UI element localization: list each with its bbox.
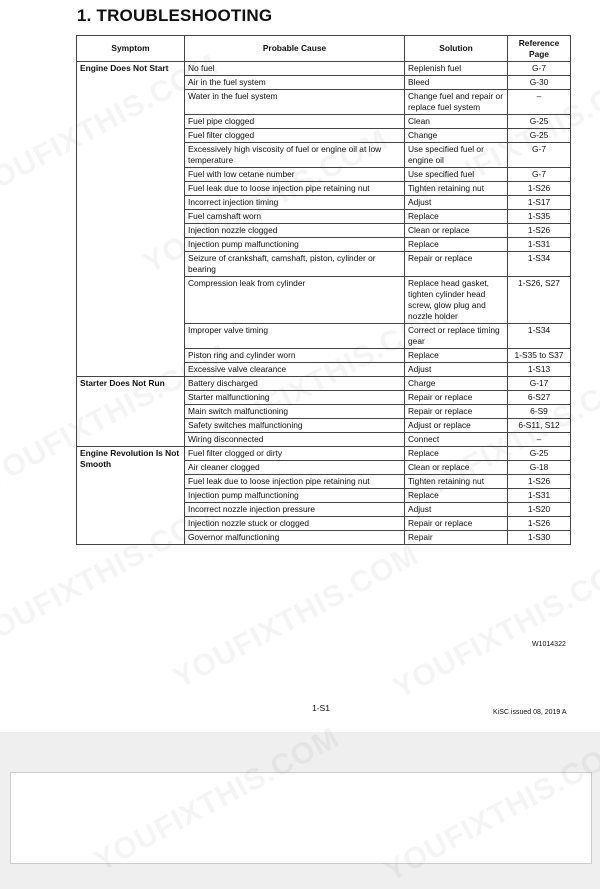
solution-cell: Replace <box>405 238 508 252</box>
solution-cell: Charge <box>405 377 508 391</box>
reference-cell: 1-S30 <box>508 531 571 545</box>
solution-cell: Bleed <box>405 76 508 90</box>
solution-cell: Repair or replace <box>405 517 508 531</box>
reference-cell: 1-S26 <box>508 517 571 531</box>
reference-cell: 1-S34 <box>508 324 571 349</box>
table-header-row <box>77 36 571 62</box>
cause-cell: Air in the fuel system <box>185 76 405 90</box>
issue-note: KiSC issued 08, 2019 A <box>493 709 567 716</box>
solution-cell: Use specified fuel <box>405 168 508 182</box>
reference-cell: 1-S20 <box>508 503 571 517</box>
table-body <box>77 62 571 545</box>
page-number: 1-S1 <box>312 703 330 713</box>
symptom-cell: Starter Does Not Run <box>77 377 185 447</box>
cause-cell: Fuel pipe clogged <box>185 115 405 129</box>
cause-cell: Fuel leak due to loose injection pipe retaining nut <box>185 182 405 196</box>
reference-cell: 1-S34 <box>508 252 571 277</box>
watermark-text <box>89 721 345 879</box>
reference-cell: 1-S35 <box>508 210 571 224</box>
reference-cell: 1-S26 <box>508 475 571 489</box>
cause-cell: Excessively high viscosity of fuel or engine oil at low temperature <box>185 143 405 168</box>
reference-cell: G-30 <box>508 76 571 90</box>
cause-cell: Injection pump malfunctioning <box>185 489 405 503</box>
reference-cell: 1-S31 <box>508 489 571 503</box>
cause-cell: Incorrect nozzle injection pressure <box>185 503 405 517</box>
reference-cell: 6-S27 <box>508 391 571 405</box>
solution-cell: Correct or replace timing gear <box>405 324 508 349</box>
next-page-edge <box>10 772 592 864</box>
symptom-cell: Engine Revolution Is Not Smooth <box>77 447 185 545</box>
solution-cell: Clean or replace <box>405 461 508 475</box>
solution-cell: Change <box>405 129 508 143</box>
reference-cell: 1-S26 <box>508 182 571 196</box>
cause-cell: Fuel with low cetane number <box>185 168 405 182</box>
page-title: 1. TROUBLESHOOTING <box>77 6 273 25</box>
cause-cell: Excessive valve clearance <box>185 363 405 377</box>
cause-cell: Battery discharged <box>185 377 405 391</box>
reference-cell: 1-S35 to S37 <box>508 349 571 363</box>
reference-cell: G-17 <box>508 377 571 391</box>
solution-cell: Adjust <box>405 363 508 377</box>
cause-cell: Incorrect injection timing <box>185 196 405 210</box>
cause-cell: Fuel leak due to loose injection pipe retaining nut <box>185 475 405 489</box>
header-solution: Solution <box>405 36 508 62</box>
cause-cell: Main switch malfunctioning <box>185 405 405 419</box>
solution-cell: Adjust or replace <box>405 419 508 433</box>
solution-cell: Repair or replace <box>405 252 508 277</box>
cause-cell: Water in the fuel system <box>185 90 405 115</box>
solution-cell: Replace <box>405 447 508 461</box>
reference-cell: G-25 <box>508 447 571 461</box>
reference-cell: 6-S9 <box>508 405 571 419</box>
watermark-text <box>388 548 600 706</box>
solution-cell: Use specified fuel or engine oil <box>405 143 508 168</box>
table-row <box>77 447 571 461</box>
solution-cell: Clean <box>405 115 508 129</box>
solution-cell: Replace <box>405 349 508 363</box>
cause-cell: Fuel camshaft worn <box>185 210 405 224</box>
cause-cell: Piston ring and cylinder worn <box>185 349 405 363</box>
table-row <box>77 62 571 76</box>
reference-cell: – <box>508 433 571 447</box>
reference-cell: 6-S11, S12 <box>508 419 571 433</box>
watermark-text <box>379 731 600 889</box>
solution-cell: Replace head gasket, tighten cylinder head screw, glow plug and nozzle holder <box>405 277 508 324</box>
cause-cell: Improper valve timing <box>185 324 405 349</box>
reference-cell: G-7 <box>508 168 571 182</box>
figure-code: W1014322 <box>532 641 566 648</box>
reference-cell: 1-S13 <box>508 363 571 377</box>
header-reference-page: Reference Page <box>508 36 571 62</box>
cause-cell: Wiring disconnected <box>185 433 405 447</box>
reference-cell: 1-S17 <box>508 196 571 210</box>
reference-cell: G-25 <box>508 115 571 129</box>
solution-cell: Adjust <box>405 503 508 517</box>
solution-cell: Clean or replace <box>405 224 508 238</box>
reference-cell: G-7 <box>508 62 571 76</box>
solution-cell: Tighten retaining nut <box>405 182 508 196</box>
cause-cell: Fuel filter clogged or dirty <box>185 447 405 461</box>
cause-cell: Safety switches malfunctioning <box>185 419 405 433</box>
cause-cell: Fuel filter clogged <box>185 129 405 143</box>
watermark-text <box>168 538 424 696</box>
troubleshooting-table <box>76 35 571 545</box>
reference-cell: G-18 <box>508 461 571 475</box>
cause-cell: No fuel <box>185 62 405 76</box>
solution-cell: Connect <box>405 433 508 447</box>
solution-cell: Repair or replace <box>405 391 508 405</box>
cause-cell: Compression leak from cylinder <box>185 277 405 324</box>
reference-cell: G-7 <box>508 143 571 168</box>
cause-cell: Injection pump malfunctioning <box>185 238 405 252</box>
solution-cell: Replenish fuel <box>405 62 508 76</box>
cause-cell: Governor malfunctioning <box>185 531 405 545</box>
solution-cell: Adjust <box>405 196 508 210</box>
reference-cell: 1-S26, S27 <box>508 277 571 324</box>
cause-cell: Injection nozzle clogged <box>185 224 405 238</box>
cause-cell: Air cleaner clogged <box>185 461 405 475</box>
header-probable-cause: Probable Cause <box>185 36 405 62</box>
reference-cell: 1-S31 <box>508 238 571 252</box>
solution-cell: Change fuel and repair or replace fuel system <box>405 90 508 115</box>
cause-cell: Seizure of crankshaft, camshaft, piston, cylinder or bearing <box>185 252 405 277</box>
reference-cell: 1-S26 <box>508 224 571 238</box>
reference-cell: G-25 <box>508 129 571 143</box>
table-row <box>77 377 571 391</box>
solution-cell: Repair <box>405 531 508 545</box>
header-symptom: Symptom <box>77 36 185 62</box>
solution-cell: Replace <box>405 489 508 503</box>
cause-cell: Injection nozzle stuck or clogged <box>185 517 405 531</box>
solution-cell: Tighten retaining nut <box>405 475 508 489</box>
symptom-cell: Engine Does Not Start <box>77 62 185 377</box>
cause-cell: Starter malfunctioning <box>185 391 405 405</box>
solution-cell: Repair or replace <box>405 405 508 419</box>
reference-cell: – <box>508 90 571 115</box>
solution-cell: Replace <box>405 210 508 224</box>
